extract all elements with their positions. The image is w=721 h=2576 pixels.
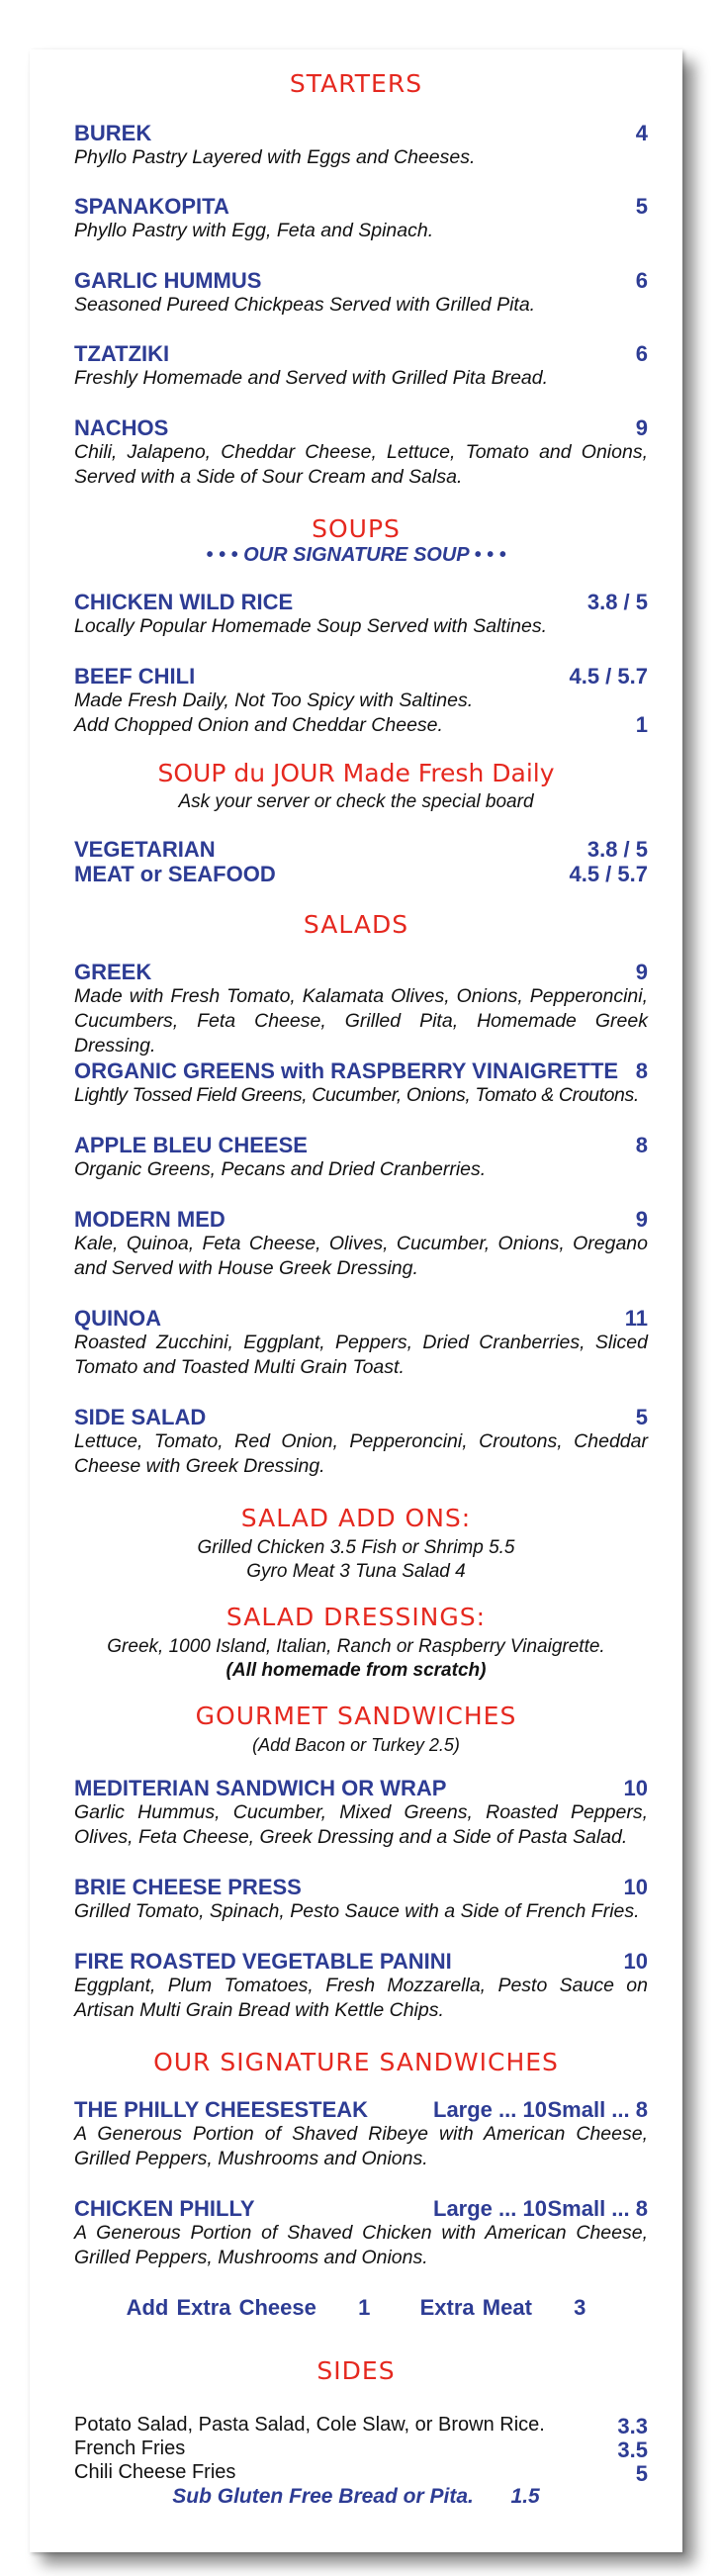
menu-item-description: Garlic Hummus, Cucumber, Mixed Greens, Roasted Peppers, Olives, Feta Cheese, Greek Dressing and a Side of Pasta Salad.	[74, 1801, 648, 1848]
menu-page	[30, 49, 682, 2552]
menu-item-name: APPLE BLEU CHEESE	[74, 1133, 308, 1157]
menu-item-price: 9	[635, 960, 648, 984]
side-item-name: French Fries	[74, 2438, 186, 2459]
menu-item-description: Seasoned Pureed Chickpeas Served with Grilled Pita.	[74, 294, 536, 316]
menu-item-description: Roasted Zucchini, Eggplant, Peppers, Dried Cranberries, Sliced Tomato and Toasted Multi Grain Toast.	[74, 1332, 648, 1378]
signature-soup-banner: • • • OUR SIGNATURE SOUP • • •	[206, 544, 506, 566]
menu-item-description: Locally Popular Homemade Soup Served with Saltines.	[74, 615, 548, 637]
extra-cheese-price: 1	[358, 2295, 371, 2320]
menu-item-name: SIDE SALAD	[74, 1405, 207, 1429]
menu-item-description: Lightly Tossed Field Greens, Cucumber, Onions, Tomato & Croutons.	[74, 1084, 639, 1106]
soup-du-jour-subtitle: Ask your server or check the special board	[178, 791, 534, 812]
salad-add-ons-line: Gyro Meat 3 Tuna Salad 4	[246, 1561, 466, 1582]
menu-item-name: THE PHILLY CHEESESTEAK	[74, 2097, 369, 2122]
menu-item-name: MEAT or SEAFOOD	[74, 862, 276, 886]
menu-item-description: A Generous Portion of Shaved Chicken with American Cheese, Grilled Peppers, Mushrooms and Onions.	[74, 2222, 648, 2268]
menu-item-price: 11	[624, 1306, 648, 1331]
menu-item-name: BEEF CHILI	[74, 664, 196, 689]
menu-item-description: Grilled Tomato, Spinach, Pesto Sauce with a Side of French Fries.	[74, 1900, 640, 1922]
menu-item-price: 3.8 / 5	[586, 590, 648, 614]
salad-add-ons-line: Grilled Chicken 3.5 Fish or Shrimp 5.5	[197, 1537, 515, 1558]
menu-item-price: 6	[635, 341, 648, 366]
extra-meat-label: Extra Meat	[419, 2295, 532, 2320]
menu-item-description: Lettuce, Tomato, Red Onion, Pepperoncini, Croutons, Cheddar Cheese with Greek Dressing.	[74, 1430, 648, 1477]
gourmet-sandwiches-subtitle: (Add Bacon or Turkey 2.5)	[252, 1735, 460, 1755]
gluten-free-label: Sub Gluten Free Bread or Pita.	[172, 2485, 474, 2508]
side-item-price: 3.3	[617, 2414, 648, 2438]
menu-item-description: A Generous Portion of Shaved Ribeye with American Cheese, Grilled Peppers, Mushrooms and Onions.	[74, 2123, 648, 2169]
extra-meat-price: 3	[574, 2295, 586, 2320]
menu-item-name: FIRE ROASTED VEGETABLE PANINI	[74, 1949, 452, 1974]
signature-sandwiches-heading: OUR SIGNATURE SANDWICHES	[153, 2048, 559, 2076]
menu-item-price-large: Large ... 10	[433, 2097, 547, 2122]
extras-line	[30, 2295, 682, 2321]
menu-item-name: QUINOA	[74, 1306, 161, 1331]
gluten-free-line	[30, 2485, 682, 2509]
salad-dressings-note: (All homemade from scratch)	[225, 1660, 487, 1681]
menu-item-price: 4.5 / 5.7	[569, 862, 648, 886]
menu-item-addon: Add Chopped Onion and Cheddar Cheese.	[74, 714, 443, 736]
menu-item-addon-price: 1	[635, 712, 648, 737]
menu-item-description: Eggplant, Plum Tomatoes, Fresh Mozzarella, Pesto Sauce on Artisan Multi Grain Bread with Kettle Chips.	[74, 1975, 648, 2021]
menu-item-description: Made with Fresh Tomato, Kalamata Olives, Onions, Pepperoncini, Cucumbers, Feta Cheese, Grilled Pita, Homemade Greek Dressing.	[74, 985, 648, 1057]
menu-item-name: BUREK	[74, 121, 152, 145]
menu-item-price: 5	[635, 194, 648, 219]
salad-dressings-line: Greek, 1000 Island, Italian, Ranch or Raspberry Vinaigrette.	[107, 1636, 605, 1657]
gluten-free-price: 1.5	[510, 2485, 540, 2508]
menu-item-price: 4.5 / 5.7	[569, 664, 648, 689]
menu-item-price-large: Large ... 10	[433, 2196, 547, 2221]
gourmet-sandwiches-heading: GOURMET SANDWICHES	[195, 1702, 517, 1730]
salad-add-ons-heading: SALAD ADD ONS:	[240, 1504, 472, 1532]
menu-item-name: NACHOS	[74, 415, 169, 440]
sides-heading: SIDES	[316, 2356, 396, 2385]
starters-heading: STARTERS	[289, 69, 423, 98]
menu-item-description: Phyllo Pastry Layered with Eggs and Cheeses.	[74, 146, 476, 168]
menu-item-description: Freshly Homemade and Served with Grilled Pita Bread.	[74, 367, 549, 389]
menu-item-description: Phyllo Pastry with Egg, Feta and Spinach.	[74, 220, 434, 241]
salad-dressings-heading: SALAD DRESSINGS:	[225, 1603, 487, 1631]
menu-item-description: Made Fresh Daily, Not Too Spicy with Saltines.	[74, 690, 474, 711]
menu-item-price: 9	[635, 1207, 648, 1232]
menu-item-description: Organic Greens, Pecans and Dried Cranberries.	[74, 1158, 487, 1180]
menu-item-name: ORGANIC GREENS with RASPBERRY VINAIGRETTE	[74, 1058, 619, 1083]
side-item-name: Chili Cheese Fries	[74, 2461, 236, 2483]
menu-item-price: 8	[635, 1058, 648, 1083]
salads-heading: SALADS	[303, 910, 409, 939]
menu-item-price: 6	[635, 268, 648, 293]
soup-du-jour-heading: SOUP du JOUR Made Fresh Daily	[157, 759, 555, 787]
menu-item-price: 9	[635, 415, 648, 440]
menu-item-name: BRIE CHEESE PRESS	[74, 1875, 302, 1899]
menu-item-name: CHICKEN PHILLY	[74, 2196, 255, 2221]
menu-item-price: 3.8 / 5	[586, 837, 648, 862]
soups-heading: SOUPS	[312, 514, 401, 543]
menu-item-price: 10	[623, 1776, 648, 1800]
menu-item-description: Chili, Jalapeno, Cheddar Cheese, Lettuce, Tomato and Onions, Served with a Side of Sour Cream and Salsa.	[74, 441, 648, 488]
menu-item-price-small: Small ... 8	[547, 2097, 648, 2122]
menu-item-price: 8	[635, 1133, 648, 1157]
side-item-price: 3.5	[617, 2438, 648, 2462]
menu-item-price: 10	[623, 1875, 648, 1899]
menu-item-name: CHICKEN WILD RICE	[74, 590, 294, 614]
menu-item-name: MEDITERIAN SANDWICH OR WRAP	[74, 1776, 447, 1800]
menu-item-price: 5	[635, 1405, 648, 1429]
menu-item-price-small: Small ... 8	[547, 2196, 648, 2221]
menu-item-name: VEGETARIAN	[74, 837, 216, 862]
side-item-name: Potato Salad, Pasta Salad, Cole Slaw, or Brown Rice.	[74, 2414, 545, 2436]
extra-cheese-label: Add Extra Cheese	[126, 2295, 316, 2320]
menu-item-name: TZATZIKI	[74, 341, 170, 366]
menu-item-description: Kale, Quinoa, Feta Cheese, Olives, Cucumber, Onions, Oregano and Served with House Greek Dressing.	[74, 1233, 648, 1279]
menu-item-name: GREEK	[74, 960, 152, 984]
menu-item-name: MODERN MED	[74, 1207, 225, 1232]
menu-item-name: GARLIC HUMMUS	[74, 268, 262, 293]
menu-item-price: 10	[623, 1949, 648, 1974]
menu-item-price: 4	[635, 121, 648, 145]
menu-item-name: SPANAKOPITA	[74, 194, 229, 219]
side-item-price: 5	[635, 2461, 648, 2486]
